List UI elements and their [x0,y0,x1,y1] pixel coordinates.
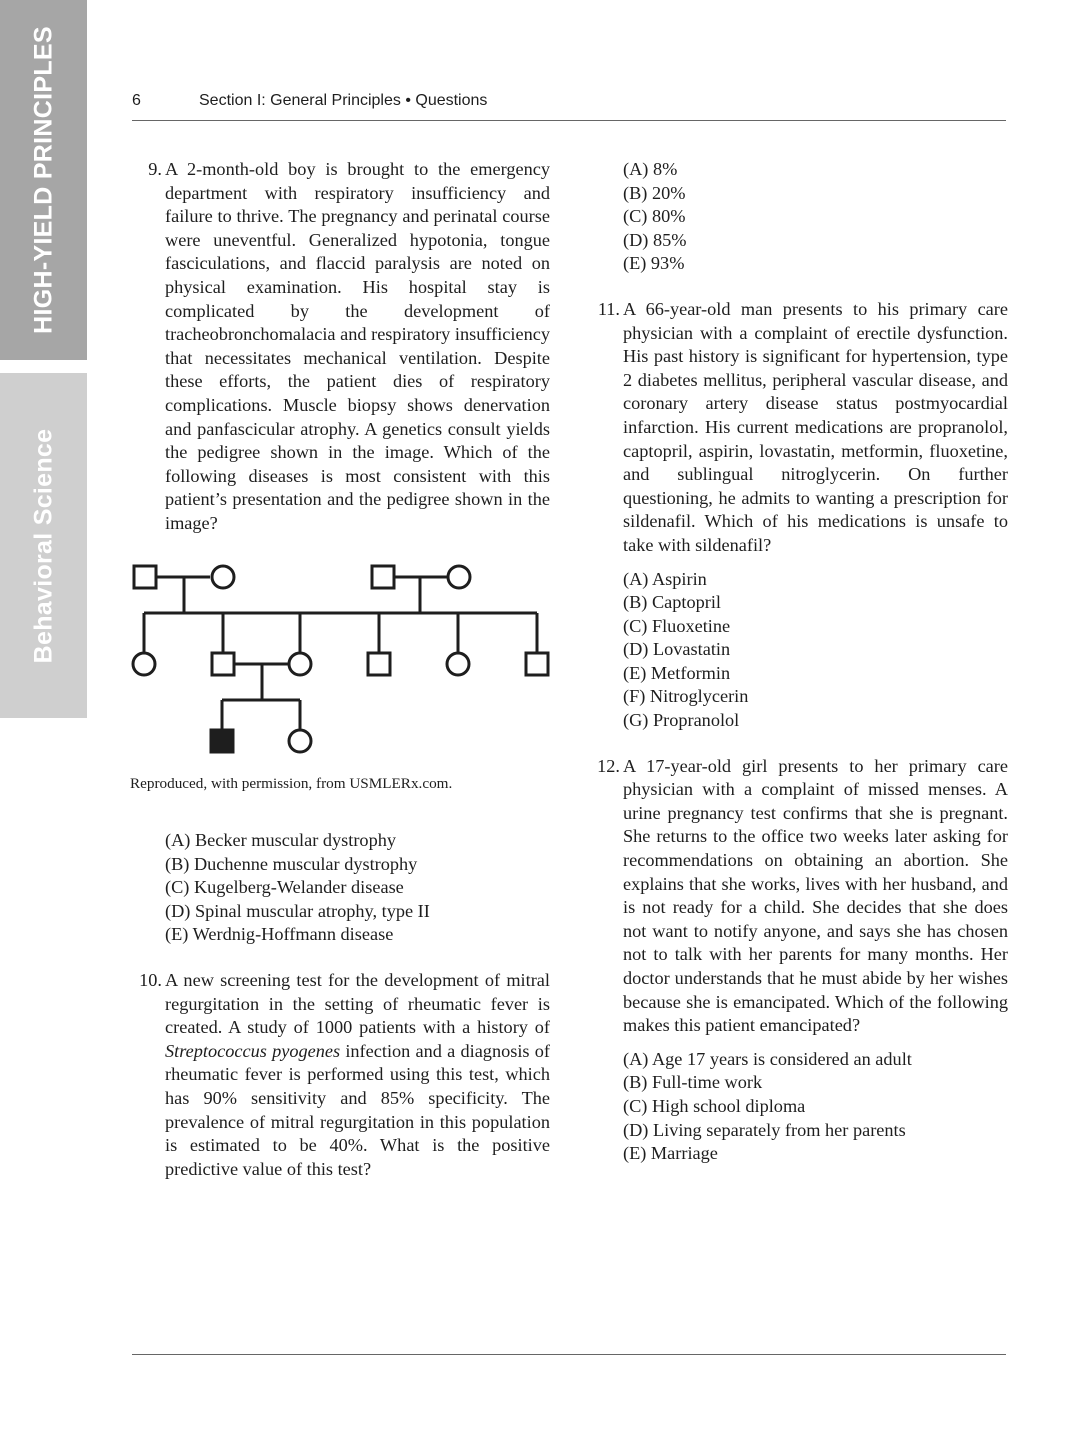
pedigree-female-paternal-grandmother [212,566,234,588]
question-11-option: (G) Propranolol [623,710,740,731]
pedigree-male-uncle-1 [368,653,390,675]
question-12 [588,755,1008,1038]
pedigree-male-paternal-grandfather [134,566,156,588]
question-10-stem [165,969,550,1181]
question-11-stem: A 66-year-old man presents to his primary care physician with a complaint of erectile dysfunction. His past history is significant for hypertension, type 2 diabetes mellitus, peripheral vascular disease, and coronary artery disease status postmyocardial infarction. His current medications are propranolol, captopril, aspirin, lovastatin, metformin, fluoxetine, and sublingual nitroglycerin. On further questioning, he admits to wanting a prescription for sildenafil. Which of his medications is unsafe to take with sildenafil? [623,298,1008,555]
pedigree-male-father [212,653,234,675]
question-11-option: (E) Metformin [623,662,731,683]
question-11-option: (C) Fluoxetine [623,615,731,636]
question-10-stem-part: A new screening test for the development of mitral regurgitation in the setting of rheumatic fever is created. A study of 1000 patients with a history of [165,970,550,1038]
question-11-option: (D) Lovastatin [623,639,731,660]
question-10-option: (B) 20% [623,182,686,203]
pedigree-male-maternal-grandfather [372,566,394,588]
question-10-option: (E) 93% [623,253,685,274]
question-12-stem: A 17-year-old girl presents to her primary care physician with a complaint of missed menses. A urine pregnancy test confirms that she is pregnant. She returns to the office two weeks later asking for recommendations on obtaining an abortion. She explains that she works, lives with her husband, and is not ready for a child. She decides that she does not want to notify anyone, and says she has chosen not to talk with her parents for many months. Her doctor understands that he must abide by her wishes because she is emancipated. Which of the following makes this patient emancipated? [623,755,1008,1036]
pedigree-female-sister [289,730,311,752]
right-column [588,158,1008,1166]
question-11-number: 11. [597,298,620,319]
question-10-option: (C) 80% [623,206,686,227]
question-10-options [588,158,1008,276]
section-title: Section I: General Principles • Questions [199,92,488,109]
question-10-organism: Streptococcus pyogenes [165,1040,341,1061]
side-tab-high-yield-label: HIGH-YIELD PRINCIPLES [29,26,57,334]
question-11-option: (F) Nitroglycerin [623,686,749,707]
question-9-option: (C) Kugelberg-Welander disease [165,877,404,898]
footer-rule [132,1354,1006,1355]
question-9-stem: A 2-month-old boy is brought to the emergency department with respiratory insufficiency and failure to thrive. The pregnancy and perinatal course were uneventful. Generalized hypotonia, tongue fasciculations, and flaccid paralysis are noted on physical examination. His hospital stay is complicated by the development of tracheobronchomalacia and respiratory insufficiency that necessitates mechanical ventilation. Despite these efforts, the patient dies of respiratory complications. Muscle biopsy shows denervation and panfascicular atrophy. A genetics consult yields the pedigree shown in the image. Which of the following diseases is most consistent with this patient’s presentation and the pedigree shown in the image? [165,159,550,533]
left-column [130,158,550,1181]
question-9-option: (D) Spinal muscular atrophy, type II [165,900,430,921]
question-11-option: (A) Aspirin [623,568,707,589]
pedigree-female-aunt-2 [447,653,469,675]
question-9 [130,158,550,536]
question-9-number: 9. [148,159,162,179]
question-12-options [588,1048,1008,1166]
question-12-option: (B) Full-time work [623,1072,763,1093]
pedigree-male-uncle-2 [526,653,548,675]
pedigree-chart [130,536,560,766]
question-12-option: (D) Living separately from her parents [623,1119,906,1140]
question-9-options [130,829,550,947]
question-11-option: (B) Captopril [623,592,721,613]
pedigree-male-affected-proband [211,730,233,752]
header-rule [132,120,1006,121]
question-10-option: (D) 85% [623,229,687,250]
question-11 [588,298,1008,558]
pedigree-female-mother [289,653,311,675]
question-10-option: (A) 8% [623,159,678,179]
question-12-option: (A) Age 17 years is considered an adult [623,1048,912,1069]
question-11-options [588,568,1008,733]
question-9-option: (B) Duchenne muscular dystrophy [165,853,418,874]
question-9-option: (A) Becker muscular dystrophy [165,830,396,851]
question-12-option: (C) High school diploma [623,1095,806,1116]
question-12-number: 12. [597,755,620,776]
question-10 [130,969,550,1181]
pedigree-female-maternal-grandmother [448,566,470,588]
side-tab-high-yield [0,0,87,360]
question-10-number: 10. [139,970,162,991]
page-number: 6 [132,92,141,109]
question-12-option: (E) Marriage [623,1143,718,1164]
side-tab-behavioral-science-label: Behavioral Science [29,428,57,663]
question-10-stem-part: infection and a diagnosis of rheumatic fever is performed using this test, which has 90% sensitivity and 85% specificity. The prevalence of mitral regurgitation in this population is estimated to be 40%. What is the positive predictive value of this test? [165,1040,550,1179]
side-tab-behavioral-science [0,373,87,718]
pedigree-caption: Reproduced, with permission, from USMLERx.com. [130,774,453,792]
question-9-option: (E) Werdnig-Hoffmann disease [165,924,394,945]
pedigree-female-aunt [133,653,155,675]
